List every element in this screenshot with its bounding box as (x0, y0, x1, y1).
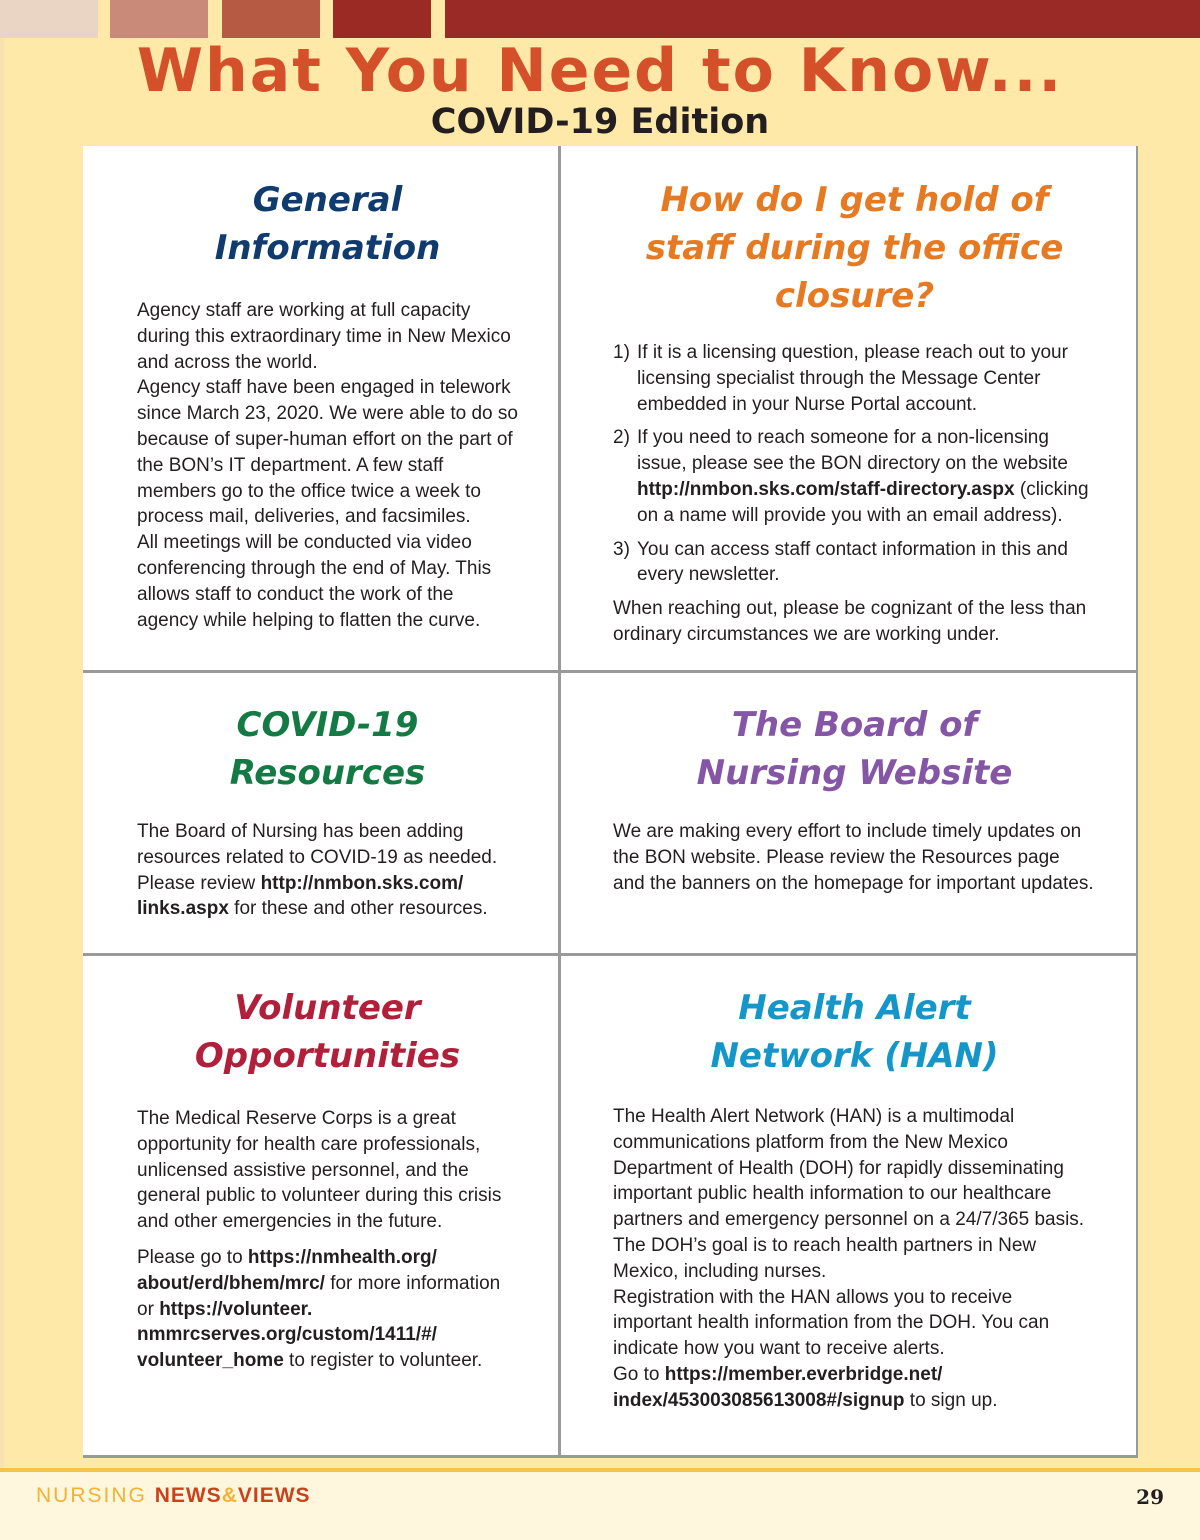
staff-closing-text: When reaching out, please be cognizant of the less than ordinary circumstances we are working under. (613, 598, 1087, 645)
han-panel (561, 956, 1136, 1455)
color-block-4 (333, 0, 431, 38)
info-grid (83, 146, 1138, 1458)
list-item-text-after: (clicking on a name will provide you with an email address). (637, 478, 1089, 526)
volunteer-panel (83, 956, 558, 1455)
general-paragraph-1: Agency staff are working at full capacity during this extraordinary time in New Mexico and across the world. (137, 300, 511, 373)
han-text-before: Go to (613, 1363, 665, 1385)
list-item-text: You can access staff contact information in this and every newsletter. (637, 538, 1068, 586)
resources-text-after: for these and other resources. (228, 898, 488, 920)
han-paragraph-4 (613, 1362, 1096, 1414)
resources-link[interactable]: http://nmbon.sks.com/ links.aspx (137, 872, 464, 920)
brand-news: NEWS (154, 1484, 222, 1507)
volunteer-heading-line-2: Opportunities (194, 1036, 461, 1076)
resources-text-before: The Board of Nursing has been adding resources related to COVID-19 as needed. Please review (137, 821, 498, 894)
han-signup-link[interactable]: https://member.everbridge.net/ index/453003085613008#/signup (613, 1363, 943, 1411)
staff-contact-list (613, 340, 1096, 588)
brand-nursing: NURSING (36, 1484, 155, 1507)
han-paragraph-3: Registration with the HAN allows you to receive important health information from the DOH. You can indicate how you want to receive alerts. (613, 1286, 1050, 1360)
list-item-number: 3) (613, 538, 630, 560)
list-item (613, 537, 1096, 589)
list-item-number: 1) (613, 342, 630, 363)
covid-resources-panel (83, 673, 558, 953)
han-paragraph-2: The DOH’s goal is to reach health partners in New Mexico, including nurses. (613, 1234, 1037, 1282)
top-color-bar (0, 0, 1200, 38)
list-item-text: If you need to reach someone for a non-licensing issue, please see the BON directory on the website (637, 427, 1068, 475)
page-number: 29 (1136, 1485, 1164, 1509)
list-item (613, 425, 1096, 528)
mrc-link[interactable]: https://nmhealth.org/ about/erd/bhem/mrc/ (137, 1246, 437, 1294)
general-information-heading: General Information (214, 180, 441, 268)
list-item (613, 340, 1096, 417)
han-paragraph-1: The Health Alert Network (HAN) is a multimodal communications platform from the New Mexico Department of Health (DOH) for rapidly disseminating important public health information to our healthcare partners and emergency personnel on a 24/7/365 basis. (613, 1106, 1085, 1231)
bon-website-heading-line-2: Nursing Website (696, 753, 1013, 793)
bon-website-text: We are making every effort to include timely updates on the BON website. Please review the Resources page and the banners on the homepage for important updates. (613, 821, 1094, 894)
color-block-1 (0, 0, 98, 38)
covid-resources-heading: COVID-19 Resources (229, 705, 426, 793)
volunteer-text-mid: for more information or (137, 1272, 501, 1320)
staff-contact-heading: How do I get hold of staff during the office closure? (645, 180, 1064, 316)
han-heading-line-1: Health Alert (738, 988, 971, 1028)
volunteer-paragraph-1: The Medical Reserve Corps is a great opportunity for health care professionals, unlicensed assistive personnel, and the general public to volunteer during this crisis and other emergencies in the future. (137, 1108, 502, 1233)
page-title: What You Need to Know... (136, 36, 1064, 106)
volunteer-paragraph-2 (137, 1245, 518, 1374)
volunteer-text-after: to register to volunteer. (283, 1350, 483, 1372)
list-item-text: If it is a licensing question, please reach out to your licensing specialist through the Message Center embedded in your Nurse Portal account. (637, 342, 1068, 415)
han-heading (613, 984, 1096, 1080)
newsletter-brand (36, 1484, 311, 1508)
bon-website-heading-line-1: The Board of (731, 705, 978, 745)
volunteer-heading (137, 984, 518, 1080)
bon-website-panel (561, 673, 1136, 953)
staff-contact-panel (561, 146, 1136, 670)
list-item-number: 2) (613, 427, 630, 449)
general-paragraph-3: All meetings will be conducted via video conferencing through the end of May. This allows staff to conduct the work of the agency while helping to flatten the curve. (137, 532, 492, 631)
han-heading-line-2: Network (HAN) (710, 1036, 999, 1076)
brand-views: VIEWS (237, 1484, 311, 1507)
staff-directory-link[interactable]: http://nmbon.sks.com/staff-directory.aspx (637, 478, 1015, 500)
volunteer-heading-line-1: Volunteer (234, 988, 421, 1028)
volunteer-text-before: Please go to (137, 1246, 248, 1268)
general-information-panel (83, 146, 558, 670)
color-block-3 (222, 0, 320, 38)
general-paragraph-2: Agency staff have been engaged in telework since March 23, 2020. We were able to do so because of super-human effort on the part of the BON’s IT department. A few staff members go to the office twice a week to process mail, deliveries, and facsimiles. (137, 377, 518, 528)
page-subtitle: COVID-19 Edition (430, 102, 770, 142)
covid-resources-text (137, 819, 518, 922)
bon-website-heading (613, 701, 1096, 797)
volunteer-register-link[interactable]: https://volunteer. nmmrcserves.org/custom/1411/#/ volunteer_home (137, 1298, 437, 1372)
han-text-after: to sign up. (904, 1389, 998, 1411)
brand-ampersand: & (221, 1484, 238, 1507)
left-edge-strip (0, 38, 4, 1468)
color-block-2 (110, 0, 208, 38)
color-block-5 (445, 0, 1200, 38)
